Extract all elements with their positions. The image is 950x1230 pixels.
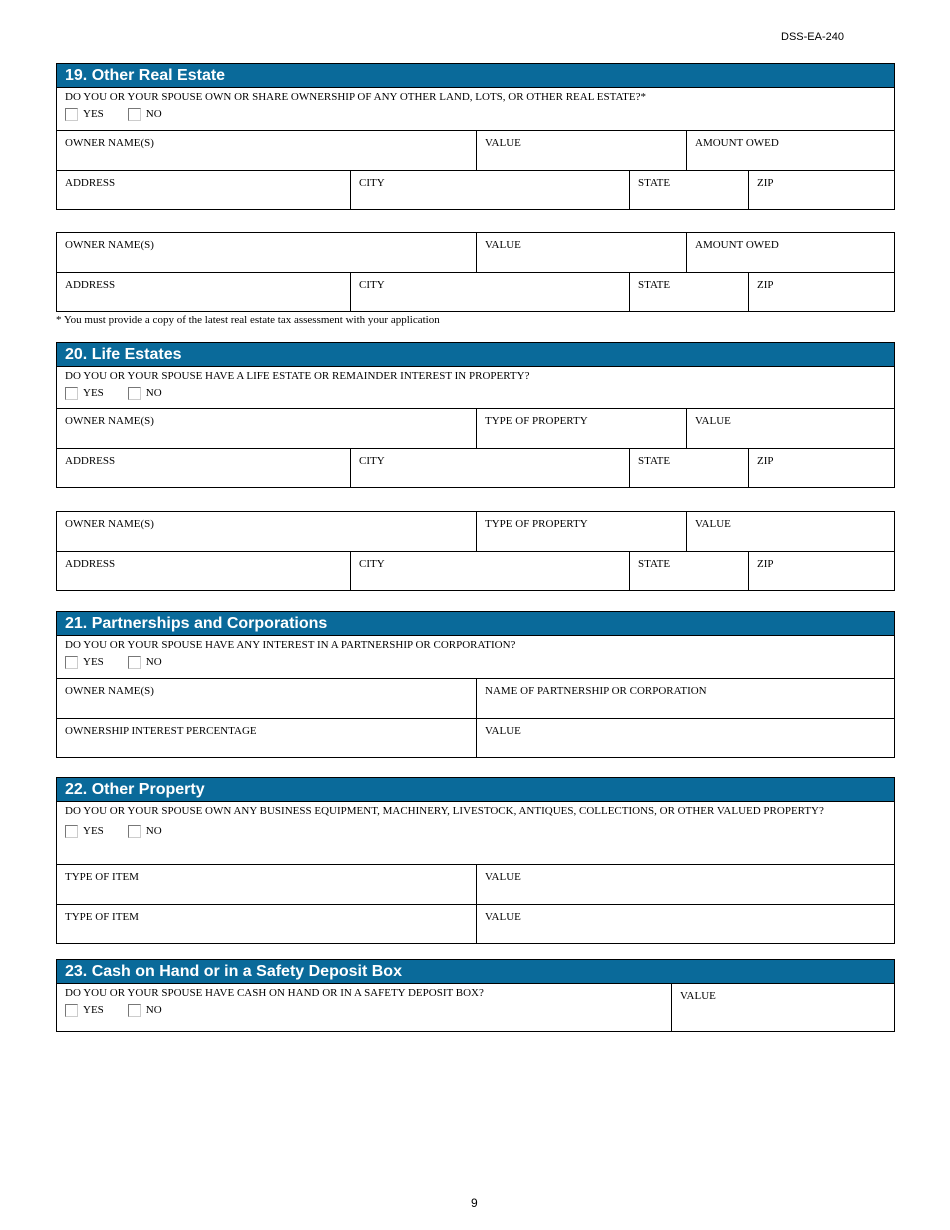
value-field[interactable]: VALUE bbox=[476, 719, 894, 757]
state-field[interactable]: STATE bbox=[629, 449, 748, 487]
section-title: 19. Other Real Estate bbox=[56, 63, 895, 87]
life-estate-entry-2 bbox=[56, 511, 895, 591]
item-type-field[interactable]: TYPE OF ITEM bbox=[65, 911, 139, 923]
yes-label: YES bbox=[83, 1004, 104, 1016]
value-field[interactable]: VALUE bbox=[476, 905, 894, 943]
state-field[interactable]: STATE bbox=[629, 171, 748, 209]
question-text: DO YOU OR YOUR SPOUSE OWN ANY BUSINESS EQUIPMENT, MACHINERY, LIVESTOCK, ANTIQUES, COLLECTIONS, OR OTHER VALUED PROPERTY? bbox=[65, 805, 824, 817]
yes-checkbox[interactable] bbox=[65, 1004, 78, 1017]
question-text: DO YOU OR YOUR SPOUSE HAVE A LIFE ESTATE OR REMAINDER INTEREST IN PROPERTY? bbox=[65, 370, 530, 382]
owner-name-field[interactable]: OWNER NAME(S) bbox=[65, 239, 154, 251]
question-text: DO YOU OR YOUR SPOUSE OWN OR SHARE OWNERSHIP OF ANY OTHER LAND, LOTS, OR OTHER REAL ESTATE?* bbox=[65, 91, 647, 103]
city-field[interactable]: CITY bbox=[350, 552, 629, 590]
zip-field[interactable]: ZIP bbox=[748, 171, 894, 209]
section-title: 20. Life Estates bbox=[56, 342, 895, 366]
property-type-field[interactable]: TYPE OF PROPERTY bbox=[476, 512, 686, 551]
city-field[interactable]: CITY bbox=[350, 273, 629, 311]
state-field[interactable]: STATE bbox=[629, 552, 748, 590]
city-field[interactable]: CITY bbox=[350, 171, 629, 209]
amount-owed-field[interactable]: AMOUNT OWED bbox=[686, 131, 894, 170]
value-field[interactable]: VALUE bbox=[476, 865, 894, 904]
question-text: DO YOU OR YOUR SPOUSE HAVE ANY INTEREST IN A PARTNERSHIP OR CORPORATION? bbox=[65, 639, 516, 651]
zip-field[interactable]: ZIP bbox=[748, 552, 894, 590]
section-partnerships bbox=[56, 611, 895, 758]
section-title: 23. Cash on Hand or in a Safety Deposit Box bbox=[56, 959, 895, 983]
section-other-real-estate bbox=[56, 63, 895, 210]
yes-checkbox[interactable] bbox=[65, 108, 78, 121]
zip-field[interactable]: ZIP bbox=[748, 273, 894, 311]
address-field[interactable]: ADDRESS bbox=[65, 177, 116, 189]
no-checkbox[interactable] bbox=[128, 387, 141, 400]
no-label: NO bbox=[145, 656, 162, 668]
owner-name-field[interactable]: OWNER NAME(S) bbox=[65, 685, 154, 697]
owner-name-field[interactable]: OWNER NAME(S) bbox=[65, 137, 154, 149]
state-field[interactable]: STATE bbox=[629, 273, 748, 311]
form-id: DSS-EA-240 bbox=[781, 31, 844, 43]
zip-field[interactable]: ZIP bbox=[748, 449, 894, 487]
section-title: 21. Partnerships and Corporations bbox=[56, 611, 895, 635]
real-estate-entry-2 bbox=[56, 232, 895, 312]
yes-checkbox[interactable] bbox=[65, 825, 78, 838]
tax-assessment-note: * You must provide a copy of the latest real estate tax assessment with your application bbox=[56, 314, 440, 326]
ownership-percent-field[interactable]: OWNERSHIP INTEREST PERCENTAGE bbox=[65, 725, 257, 737]
partnership-name-field[interactable]: NAME OF PARTNERSHIP OR CORPORATION bbox=[476, 679, 894, 718]
value-field[interactable]: VALUE bbox=[686, 512, 894, 551]
yes-label: YES bbox=[83, 825, 104, 837]
city-field[interactable]: CITY bbox=[350, 449, 629, 487]
no-checkbox[interactable] bbox=[128, 825, 141, 838]
value-field[interactable]: VALUE bbox=[476, 131, 686, 170]
address-field[interactable]: ADDRESS bbox=[65, 455, 116, 467]
no-checkbox[interactable] bbox=[128, 108, 141, 121]
no-label: NO bbox=[145, 1004, 162, 1016]
no-checkbox[interactable] bbox=[128, 656, 141, 669]
no-checkbox[interactable] bbox=[128, 1004, 141, 1017]
value-field[interactable]: VALUE bbox=[476, 233, 686, 272]
address-field[interactable]: ADDRESS bbox=[65, 279, 116, 291]
value-field[interactable]: VALUE bbox=[671, 984, 894, 1031]
owner-name-field[interactable]: OWNER NAME(S) bbox=[65, 518, 154, 530]
value-field[interactable]: VALUE bbox=[686, 409, 894, 448]
question-text: DO YOU OR YOUR SPOUSE HAVE CASH ON HAND OR IN A SAFETY DEPOSIT BOX? bbox=[65, 987, 484, 999]
yes-checkbox[interactable] bbox=[65, 656, 78, 669]
section-title: 22. Other Property bbox=[56, 777, 895, 801]
yes-label: YES bbox=[83, 656, 104, 668]
yes-label: YES bbox=[83, 387, 104, 399]
amount-owed-field[interactable]: AMOUNT OWED bbox=[686, 233, 894, 272]
item-type-field[interactable]: TYPE OF ITEM bbox=[65, 871, 139, 883]
yes-label: YES bbox=[83, 108, 104, 120]
section-life-estates bbox=[56, 342, 895, 488]
page-number: 9 bbox=[471, 1196, 478, 1210]
property-type-field[interactable]: TYPE OF PROPERTY bbox=[476, 409, 686, 448]
no-label: NO bbox=[145, 387, 162, 399]
address-field[interactable]: ADDRESS bbox=[65, 558, 116, 570]
section-other-property bbox=[56, 777, 895, 944]
owner-name-field[interactable]: OWNER NAME(S) bbox=[65, 415, 154, 427]
no-label: NO bbox=[145, 825, 162, 837]
no-label: NO bbox=[145, 108, 162, 120]
yes-checkbox[interactable] bbox=[65, 387, 78, 400]
section-cash-on-hand bbox=[56, 959, 895, 1032]
